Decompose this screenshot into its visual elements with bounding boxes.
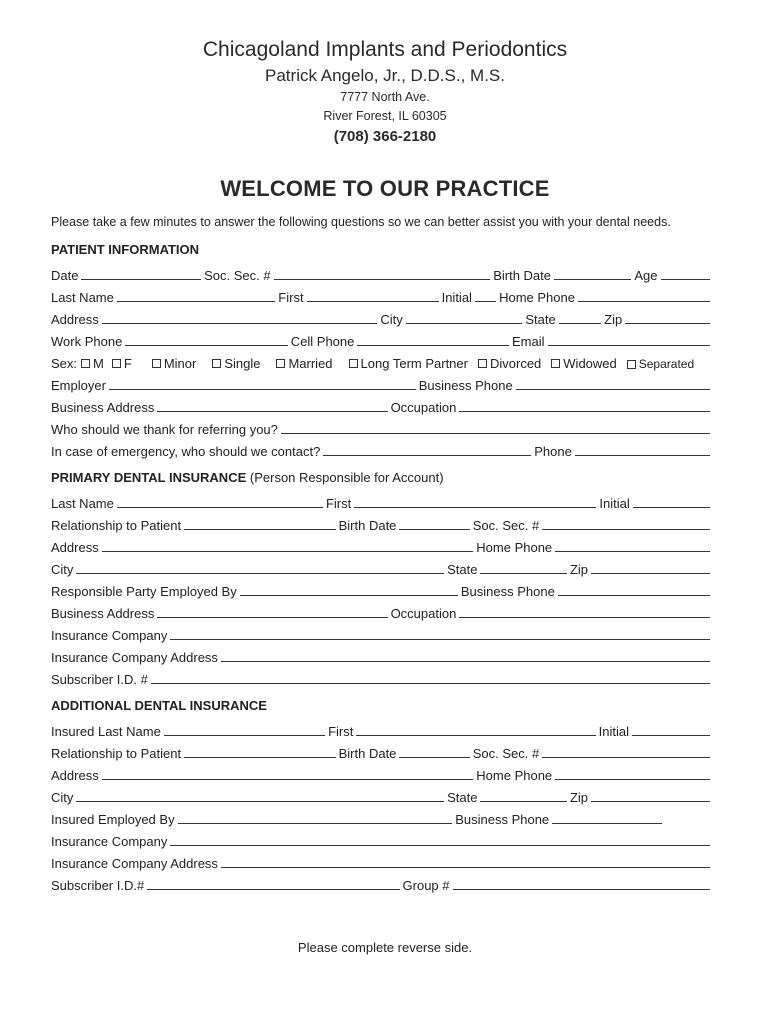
additional-city-label: City (51, 790, 74, 805)
status-option-minor[interactable]: Minor (150, 356, 197, 372)
additional-home-phone-label: Home Phone (476, 768, 553, 783)
primary-employed-by-label: Responsible Party Employed By (51, 584, 237, 599)
employer-field[interactable] (109, 388, 416, 390)
section-title-patient: PATIENT INFORMATION (51, 242, 200, 257)
primary-city-label: City (51, 562, 74, 577)
checkbox-icon (627, 360, 636, 369)
primary-initial-field[interactable] (633, 506, 710, 508)
primary-row-name (51, 490, 710, 512)
status-option-partner[interactable]: Long Term Partner (347, 356, 468, 372)
patient-row-business (51, 394, 710, 416)
referral-label: Who should we thank for referring you? (51, 422, 278, 437)
primary-home-phone-label: Home Phone (476, 540, 553, 555)
status-option-separated[interactable]: Separated (625, 357, 694, 372)
additional-subscriber-field[interactable] (147, 888, 399, 890)
checkbox-icon (81, 359, 90, 368)
additional-company-label: Insurance Company (51, 834, 168, 849)
section-title-additional: ADDITIONAL DENTAL INSURANCE (51, 698, 267, 713)
age-label: Age (634, 268, 658, 283)
home-phone-label: Home Phone (499, 290, 575, 305)
primary-business-address-label: Business Address (51, 606, 155, 621)
cell-phone-field[interactable] (357, 344, 509, 346)
primary-row-employed (51, 578, 710, 600)
primary-last-name-label: Last Name (51, 496, 114, 511)
footer-note: Please complete reverse side. (297, 940, 473, 955)
patient-row-employer (51, 372, 710, 394)
emergency-contact-field[interactable] (323, 454, 531, 456)
primary-row-relationship (51, 512, 710, 534)
first-name-field[interactable] (307, 300, 439, 302)
work-phone-field[interactable] (125, 344, 287, 346)
additional-group-label: Group # (402, 878, 450, 893)
additional-row-company (51, 828, 710, 850)
additional-subscriber-label: Subscriber I.D.# (51, 878, 145, 893)
patient-row-referral (51, 416, 710, 438)
additional-home-phone-field[interactable] (555, 778, 710, 780)
intro-text: Please take a few minutes to answer the following questions so we can better assist you with your dental needs. (51, 215, 671, 229)
additional-group-field[interactable] (453, 888, 710, 890)
additional-city-field[interactable] (76, 800, 444, 802)
employer-label: Employer (51, 378, 106, 393)
birth-date-label: Birth Date (493, 268, 551, 283)
business-phone-field[interactable] (516, 388, 710, 390)
additional-row-relationship (51, 740, 710, 762)
primary-address-label: Address (51, 540, 99, 555)
primary-first-field[interactable] (354, 506, 596, 508)
additional-birth-date-label: Birth Date (338, 746, 397, 761)
primary-subscriber-label: Subscriber I.D. # (51, 672, 148, 687)
address-line-2: River Forest, IL 60305 (323, 109, 447, 123)
primary-initial-label: Initial (599, 496, 630, 511)
primary-zip-field[interactable] (591, 572, 710, 574)
patient-row-phones (51, 328, 710, 350)
primary-row-company (51, 622, 710, 644)
primary-last-name-field[interactable] (117, 506, 323, 508)
primary-city-field[interactable] (76, 572, 444, 574)
emergency-label: In case of emergency, who should we contact? (51, 444, 321, 459)
additional-employed-by-field[interactable] (178, 822, 453, 824)
status-option-single[interactable]: Single (210, 356, 260, 372)
additional-employed-by-label: Insured Employed By (51, 812, 175, 827)
primary-company-label: Insurance Company (51, 628, 168, 643)
zip-label: Zip (604, 312, 623, 327)
address-field[interactable] (102, 322, 378, 324)
primary-occupation-label: Occupation (390, 606, 457, 621)
occupation-field[interactable] (459, 410, 710, 412)
additional-ssn-label: Soc. Sec. # (472, 746, 540, 761)
patient-row-sex (51, 350, 710, 372)
city-label: City (380, 312, 403, 327)
emergency-phone-field[interactable] (575, 454, 710, 456)
additional-last-name-label: Insured Last Name (51, 724, 161, 739)
patient-row-emergency (51, 438, 710, 460)
additional-ssn-field[interactable] (542, 756, 710, 758)
address-label: Address (51, 312, 99, 327)
primary-row-business (51, 600, 710, 622)
additional-state-field[interactable] (480, 800, 567, 802)
additional-initial-field[interactable] (632, 734, 710, 736)
practice-name: Chicagoland Implants and Periodontics (202, 38, 568, 61)
state-field[interactable] (559, 322, 601, 324)
primary-relationship-label: Relationship to Patient (51, 518, 182, 533)
primary-address-field[interactable] (102, 550, 474, 552)
additional-business-phone-label: Business Phone (455, 812, 550, 827)
checkbox-icon (152, 359, 161, 368)
ssn-label: Soc. Sec. # (204, 268, 271, 283)
primary-business-address-field[interactable] (157, 616, 387, 618)
birth-date-field[interactable] (554, 278, 631, 280)
primary-company-address-field[interactable] (221, 660, 710, 662)
initial-label: Initial (441, 290, 472, 305)
initial-field[interactable] (475, 300, 496, 302)
additional-initial-label: Initial (598, 724, 629, 739)
additional-row-address (51, 762, 710, 784)
patient-row-date (51, 262, 710, 284)
patient-row-address (51, 306, 710, 328)
additional-company-address-field[interactable] (221, 866, 710, 868)
primary-birth-date-label: Birth Date (338, 518, 397, 533)
additional-relationship-label: Relationship to Patient (51, 746, 182, 761)
additional-zip-label: Zip (569, 790, 589, 805)
primary-ssn-label: Soc. Sec. # (472, 518, 540, 533)
additional-business-phone-field[interactable] (552, 822, 662, 824)
additional-birth-date-field[interactable] (399, 756, 469, 758)
checkbox-icon (551, 359, 560, 368)
age-field[interactable] (661, 278, 711, 280)
additional-relationship-field[interactable] (184, 756, 336, 758)
primary-company-address-label: Insurance Company Address (51, 650, 218, 665)
date-field[interactable] (81, 278, 201, 280)
primary-business-phone-field[interactable] (558, 594, 710, 596)
welcome-title: WELCOME TO OUR PRACTICE (220, 176, 550, 201)
additional-zip-field[interactable] (591, 800, 710, 802)
home-phone-field[interactable] (578, 300, 710, 302)
additional-address-label: Address (51, 768, 99, 783)
additional-first-label: First (328, 724, 354, 739)
primary-first-label: First (325, 496, 352, 511)
first-name-label: First (278, 290, 304, 305)
primary-employed-by-field[interactable] (240, 594, 458, 596)
primary-relationship-field[interactable] (184, 528, 336, 530)
date-label: Date (51, 268, 79, 283)
status-option-married[interactable]: Married (274, 356, 332, 372)
business-phone-label: Business Phone (418, 378, 513, 393)
last-name-label: Last Name (51, 290, 114, 305)
primary-row-city (51, 556, 710, 578)
checkbox-icon (112, 359, 121, 368)
section-title-primary: PRIMARY DENTAL INSURANCE (Person Responsible for Account) (51, 470, 444, 485)
primary-state-field[interactable] (480, 572, 567, 574)
primary-birth-date-field[interactable] (399, 528, 469, 530)
sex-label: Sex: (51, 356, 78, 371)
work-phone-label: Work Phone (51, 334, 123, 349)
email-label: Email (512, 334, 545, 349)
additional-row-company-address (51, 850, 710, 872)
sex-option-f[interactable]: F (110, 356, 132, 372)
zip-field[interactable] (625, 322, 710, 324)
address-line-1: 7777 North Ave. (340, 90, 430, 104)
primary-subscriber-field[interactable] (151, 682, 710, 684)
primary-row-subscriber (51, 666, 710, 688)
email-field[interactable] (548, 344, 710, 346)
emergency-phone-label: Phone (534, 444, 572, 459)
status-option-widowed[interactable]: Widowed (549, 356, 616, 372)
ssn-field[interactable] (274, 278, 491, 280)
checkbox-icon (212, 359, 221, 368)
additional-row-city (51, 784, 710, 806)
last-name-field[interactable] (117, 300, 275, 302)
checkbox-icon (276, 359, 285, 368)
checkbox-icon (349, 359, 358, 368)
additional-company-field[interactable] (170, 844, 710, 846)
additional-first-field[interactable] (356, 734, 595, 736)
additional-row-subscriber (51, 872, 710, 894)
primary-row-company-address (51, 644, 710, 666)
primary-state-label: State (447, 562, 478, 577)
cell-phone-label: Cell Phone (290, 334, 355, 349)
additional-row-name (51, 718, 710, 740)
doctor-name: Patrick Angelo, Jr., D.D.S., M.S. (265, 66, 505, 85)
primary-home-phone-field[interactable] (555, 550, 710, 552)
additional-address-field[interactable] (102, 778, 474, 780)
primary-business-phone-label: Business Phone (460, 584, 555, 599)
primary-row-address (51, 534, 710, 556)
additional-row-employed (51, 806, 710, 828)
status-option-divorced[interactable]: Divorced (476, 356, 541, 372)
occupation-label: Occupation (390, 400, 457, 415)
checkbox-icon (478, 359, 487, 368)
additional-state-label: State (447, 790, 478, 805)
primary-ssn-field[interactable] (542, 528, 710, 530)
additional-last-name-field[interactable] (164, 734, 325, 736)
primary-company-field[interactable] (170, 638, 710, 640)
city-field[interactable] (406, 322, 523, 324)
business-address-field[interactable] (157, 410, 387, 412)
business-address-label: Business Address (51, 400, 155, 415)
section-subtitle-primary: (Person Responsible for Account) (249, 470, 444, 485)
primary-occupation-field[interactable] (459, 616, 710, 618)
primary-zip-label: Zip (569, 562, 589, 577)
state-label: State (525, 312, 556, 327)
referral-field[interactable] (281, 432, 710, 434)
additional-company-address-label: Insurance Company Address (51, 856, 218, 871)
sex-option-m[interactable]: M (79, 356, 104, 372)
practice-phone: (708) 366-2180 (333, 128, 437, 145)
patient-row-name (51, 284, 710, 306)
